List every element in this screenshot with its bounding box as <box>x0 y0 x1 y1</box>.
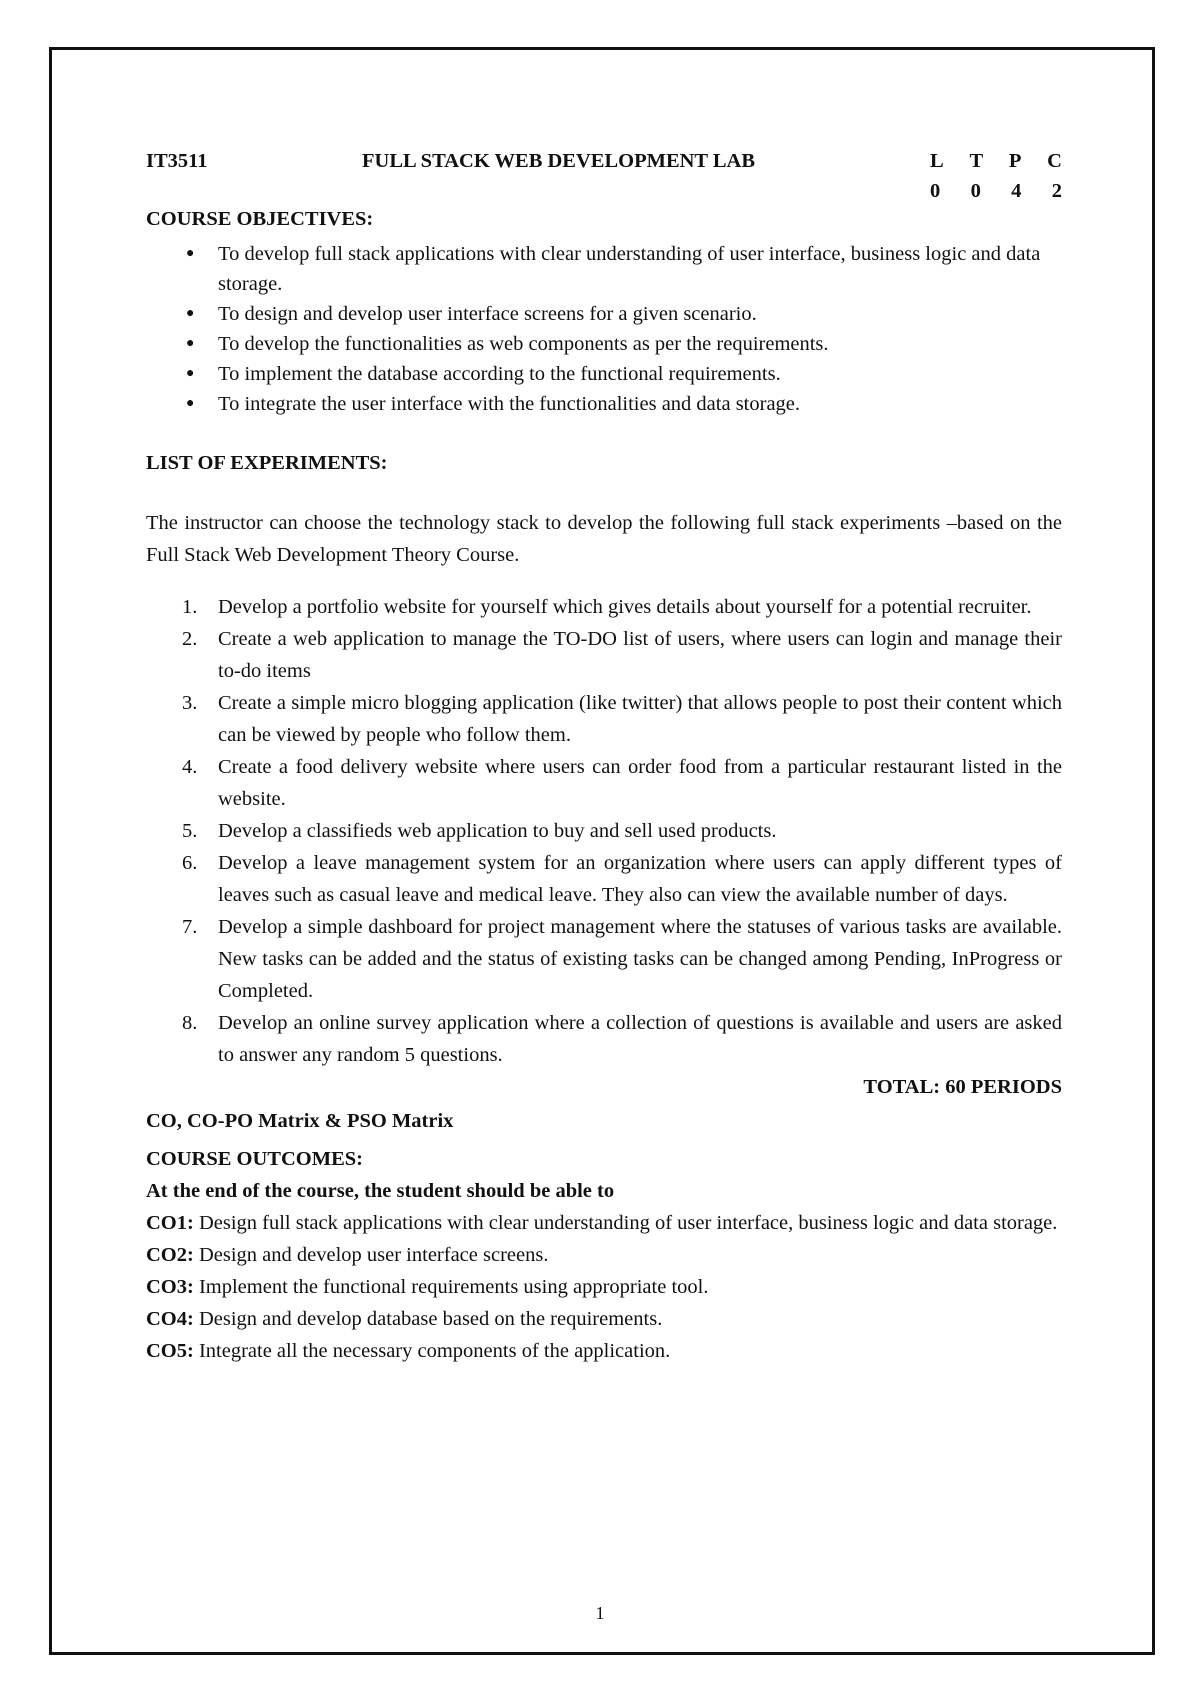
list-item <box>146 815 1062 847</box>
list-item: ● To integrate the user interface with the functionalities and data storage. <box>146 389 1062 419</box>
item-number: 3. <box>182 692 198 714</box>
ltpc-value: 2 <box>1051 180 1062 202</box>
outcome-code: CO2: <box>146 1244 194 1266</box>
outcome-text: Design full stack applications with clear understanding of user interface, business logic and data storage. <box>193 1212 1058 1234</box>
ltpc-label: C <box>1047 150 1062 172</box>
list-item: ● To develop the functionalities as web components as per the requirements. <box>146 329 1062 359</box>
item-text: Create a simple micro blogging application (like twitter) that allows people to post their content which can be viewed by people who follow them. <box>218 692 1062 746</box>
list-item: ● To develop full stack applications with clear understanding of user interface, business logic and data storage. <box>146 239 1062 299</box>
course-code: IT3511 <box>146 150 208 172</box>
objectives-heading: COURSE OBJECTIVES: <box>146 208 374 230</box>
list-item <box>146 751 1062 815</box>
item-number: 4. <box>182 756 198 778</box>
ltpc-values <box>930 175 1062 205</box>
outcome-text: Integrate all the necessary components of the application. <box>193 1340 671 1362</box>
total-periods: TOTAL: 60 PERIODS <box>863 1076 1062 1098</box>
outcomes-subheading: At the end of the course, the student should be able to <box>146 1180 615 1202</box>
document-body <box>146 145 1062 1367</box>
list-item <box>146 687 1062 751</box>
outcome-item <box>146 1207 1062 1239</box>
item-number: 6. <box>182 852 198 874</box>
outcome-text: Design and develop user interface screens. <box>193 1244 549 1266</box>
item-text: Develop a leave management system for an organization where users can apply different types of leaves such as casual leave and medical leave. They also can view the available number of days. <box>218 852 1062 906</box>
item-text: Create a web application to manage the TO-DO list of users, where users can login and manage their to-do items <box>218 628 1062 682</box>
outcome-item <box>146 1271 1062 1303</box>
matrix-heading: CO, CO-PO Matrix & PSO Matrix <box>146 1110 454 1132</box>
item-text: Create a food delivery website where users can order food from a particular restaurant listed in the website. <box>218 756 1062 810</box>
list-item: ● To design and develop user interface screens for a given scenario. <box>146 299 1062 329</box>
item-number: 1. <box>182 596 198 618</box>
list-item <box>146 911 1062 1007</box>
outcome-item <box>146 1303 1062 1335</box>
item-number: 2. <box>182 628 198 650</box>
item-number: 7. <box>182 916 198 938</box>
item-text: Develop a portfolio website for yourself which gives details about yourself for a potential recruiter. <box>218 596 1032 618</box>
item-text: Develop an online survey application where a collection of questions is available and users are asked to answer any random 5 questions. <box>218 1012 1062 1066</box>
ltpc-label: L <box>930 150 944 172</box>
list-item <box>146 623 1062 687</box>
outcome-code: CO4: <box>146 1308 194 1330</box>
item-number: 5. <box>182 820 198 842</box>
ltpc-value: 4 <box>1011 180 1022 202</box>
course-header <box>146 145 1062 203</box>
ltpc-label: P <box>1008 150 1022 172</box>
item-text: Develop a simple dashboard for project management where the statuses of various tasks are available. New tasks can be added and the status of existing tasks can be changed among Pending, InProgress or Completed. <box>218 916 1062 1002</box>
item-text: Develop a classifieds web application to buy and sell used products. <box>218 820 777 842</box>
outcomes-heading: COURSE OUTCOMES: <box>146 1148 363 1170</box>
outcome-text: Design and develop database based on the requirements. <box>193 1308 663 1330</box>
item-number: 8. <box>182 1012 198 1034</box>
objectives-list <box>146 239 1062 419</box>
list-item <box>146 847 1062 911</box>
ltpc-label: T <box>969 150 984 172</box>
course-title: FULL STACK WEB DEVELOPMENT LAB <box>362 150 756 172</box>
outcome-code: CO5: <box>146 1340 194 1362</box>
ltpc-value: 0 <box>970 180 981 202</box>
experiments-list <box>146 591 1062 1071</box>
outcome-code: CO3: <box>146 1276 194 1298</box>
page-number: 1 <box>595 1603 605 1623</box>
ltpc-value: 0 <box>930 180 941 202</box>
outcome-item <box>146 1239 1062 1271</box>
experiments-intro: The instructor can choose the technology stack to develop the following full stack experiments –based on the Full Stack Web Development Theory Course. <box>146 512 1062 566</box>
list-item: ● To implement the database according to the functional requirements. <box>146 359 1062 389</box>
outcome-text: Implement the functional requirements using appropriate tool. <box>193 1276 709 1298</box>
outcome-item <box>146 1335 1062 1367</box>
ltpc-table <box>930 145 1062 205</box>
list-item <box>146 1007 1062 1071</box>
experiments-heading: LIST OF EXPERIMENTS: <box>146 452 388 474</box>
ltpc-labels <box>930 145 1062 175</box>
outcome-code: CO1: <box>146 1212 194 1234</box>
list-item <box>146 591 1062 623</box>
